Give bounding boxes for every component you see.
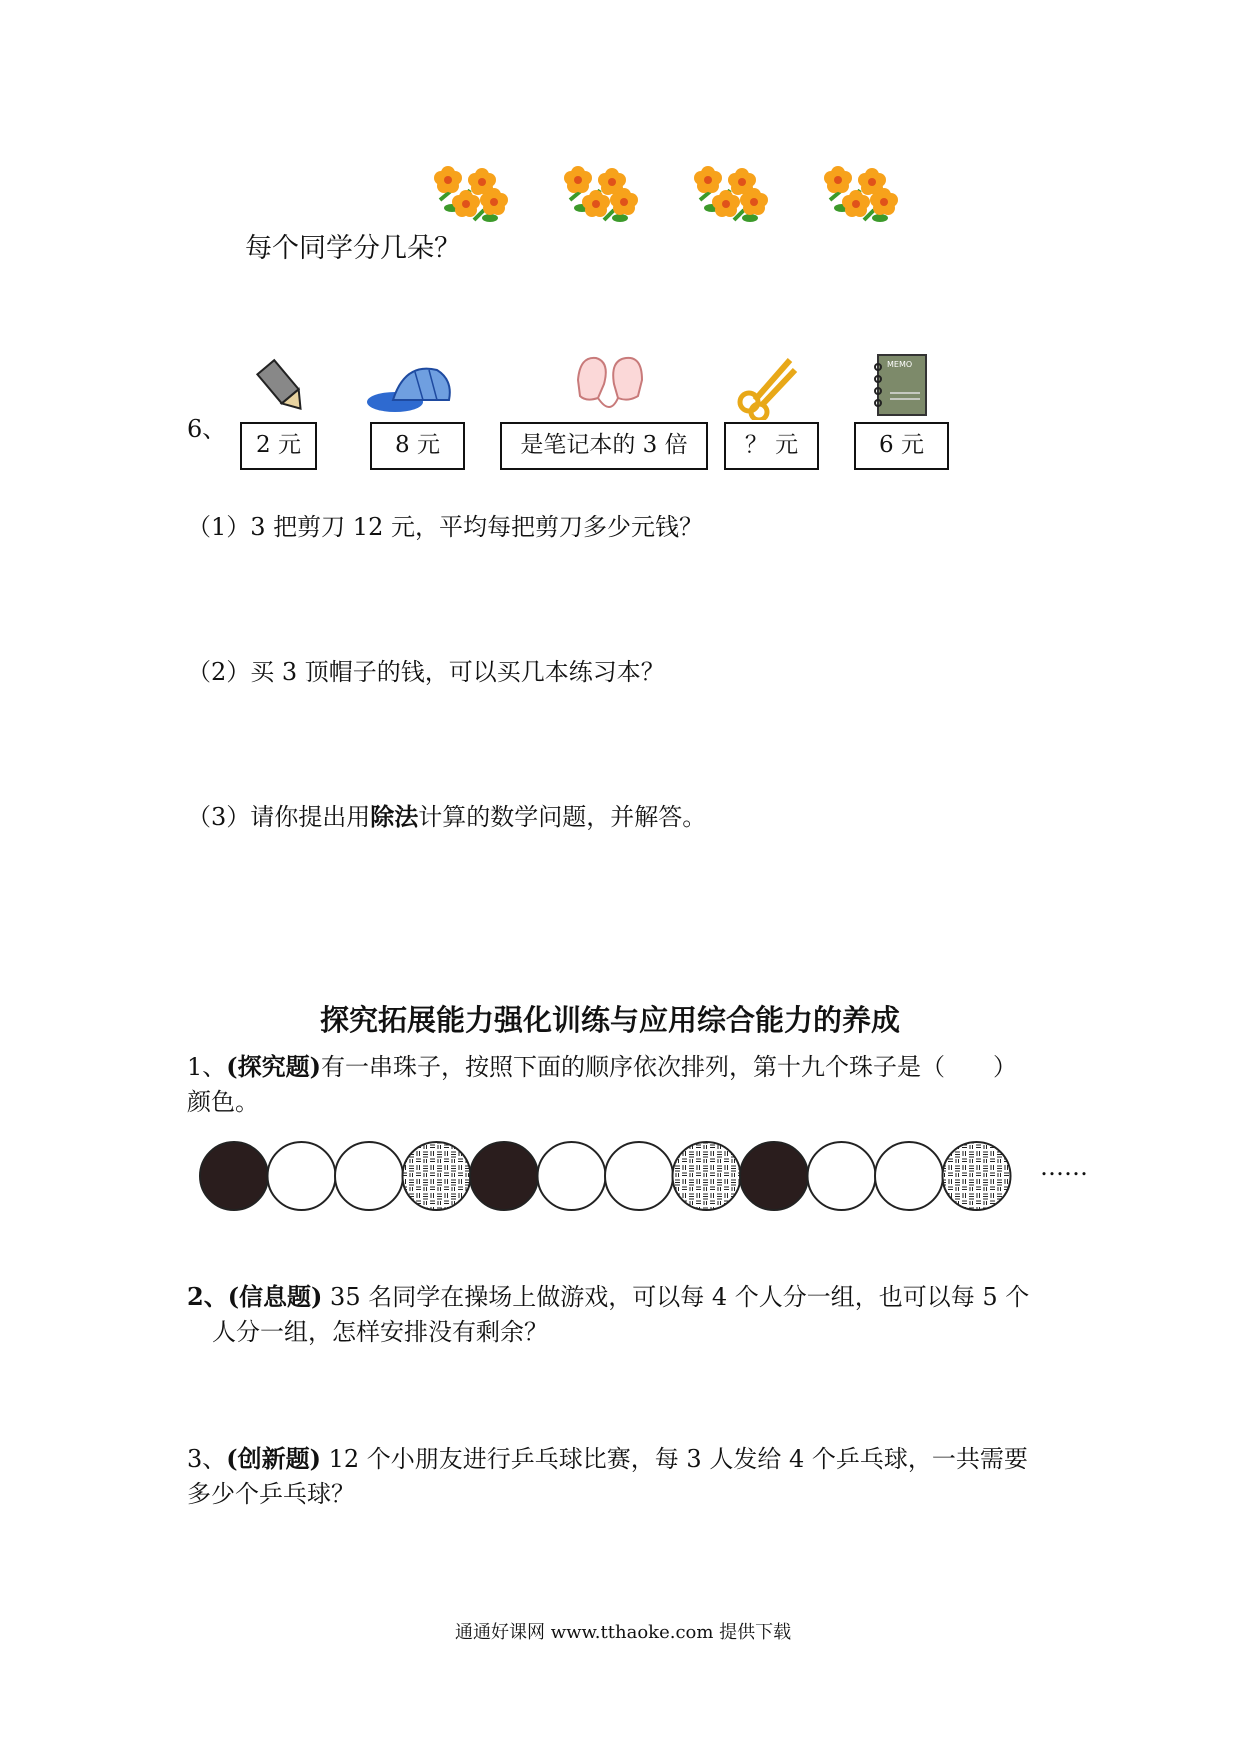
item-2-tag: (信息题) [227,1282,323,1311]
price-box-cap: 8 元 [370,422,465,470]
bead-pattern [943,1142,1011,1210]
bead-white [605,1142,673,1210]
item-2-line1 [187,1280,1029,1314]
cap-icon [365,360,455,415]
bead-white [875,1142,943,1210]
bead-black [200,1142,268,1210]
notebook-memo-label: MEMO [887,360,913,369]
bead-black [740,1142,808,1210]
price-box-mittens: 是笔记本的 3 倍 [500,422,708,470]
problem-6-number: 6、 [187,415,227,443]
notebook-icon [870,353,930,418]
scissors-icon [735,350,805,420]
pencil-icon [252,355,312,415]
item-2-number: 2、 [187,1282,228,1311]
q3-prefix: （3）请你提出用 [187,803,371,831]
flowers-image [420,160,900,240]
footer-text: 通通好课网 www.tthaoke.com 提供下载 [455,1622,792,1643]
problem-6-q2: （2）买 3 顶帽子的钱，可以买几本练习本？ [187,658,665,686]
item-1-line1 [187,1050,1017,1084]
bead-row [198,1136,1098,1216]
item-1-text: 有一串珠子，按照下面的顺序依次排列，第十九个珠子是（ ） [321,1053,1017,1081]
bead-pattern [403,1142,471,1210]
item-3-line1 [187,1442,1028,1476]
bead-pattern [673,1142,741,1210]
q3-bold: 除法 [370,802,419,831]
problem-6-q3 [187,800,706,834]
price-box-scissors: ？ 元 [724,422,819,470]
item-1-number: 1、 [187,1053,227,1081]
item-1-tag: (探究题) [226,1052,321,1081]
mittens-icon [570,350,650,420]
bead-white [808,1142,876,1210]
item-1-line2: 颜色。 [187,1088,259,1116]
item-2-text: 35 名同学在操场上做游戏，可以每 4 个人分一组，也可以每 5 个 [322,1283,1030,1311]
item-3-line2: 多少个乒乓球？ [187,1480,355,1508]
q3-suffix: 计算的数学问题，并解答。 [418,803,707,831]
bead-black [470,1142,538,1210]
beads-image [198,1136,1098,1216]
item-3-number: 3、 [187,1445,227,1473]
bead-ellipsis: …… [1040,1153,1088,1181]
section-title: 探究拓展能力强化训练与应用综合能力的养成 [320,1003,901,1037]
item-3-tag: (创新题) [226,1444,321,1473]
item-3-text: 12 个小朋友进行乒乓球比赛，每 3 人发给 4 个乒乓球，一共需要 [321,1445,1028,1473]
bead-white [268,1142,336,1210]
problem-6-q1: （1）3 把剪刀 12 元，平均每把剪刀多少元钱？ [187,513,703,541]
flower-row [420,160,900,240]
price-box-notebook: 6 元 [854,422,949,470]
flower-question: 每个同学分几朵？ [245,233,461,264]
item-2-line2: 人分一组，怎样安排没有剩余？ [212,1318,548,1346]
price-box-pencil: 2 元 [240,422,317,470]
bead-white [335,1142,403,1210]
bead-white [538,1142,606,1210]
